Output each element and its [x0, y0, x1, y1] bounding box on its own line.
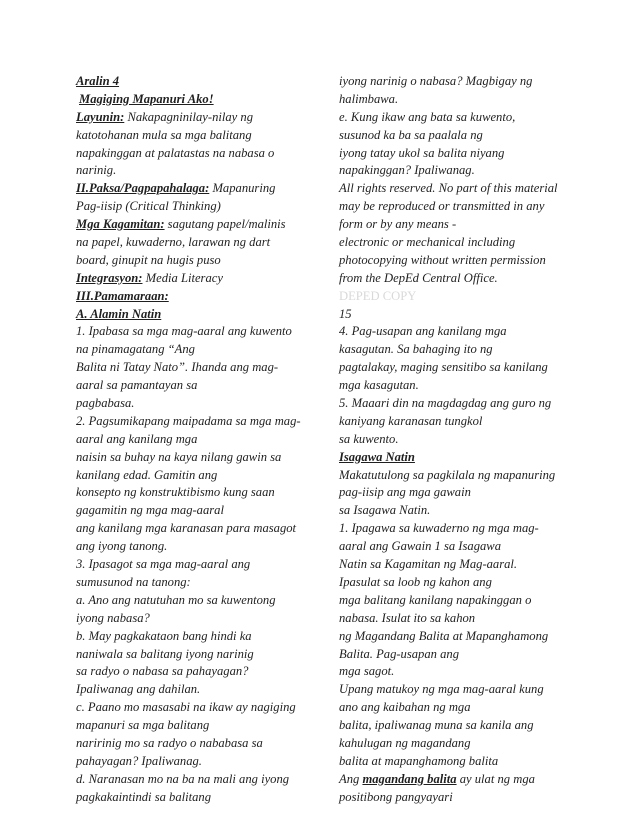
- left-column: [76, 73, 312, 807]
- body-line: ng Magandang Balita at Mapanghamong: [339, 628, 549, 643]
- body-line: 2. Pagsumikapang maipadama sa mga mag-: [76, 413, 301, 428]
- materials-line-3: board, ginupit na hugis puso: [76, 252, 221, 267]
- body-line: Ipaliwanag ang dahilan.: [76, 682, 201, 697]
- topic-line: [76, 180, 312, 198]
- integration-label: Integrasyon:: [76, 270, 143, 285]
- body-line: konsepto ng konstruktibismo kung saan: [76, 485, 275, 500]
- body-line: susunod ka ba sa paalala ng: [339, 127, 483, 142]
- definition-term: magandang balita: [362, 771, 457, 786]
- body-line: pahayagan? Ipaliwanag.: [76, 753, 202, 768]
- materials-text: sagutang papel/malinis: [164, 217, 286, 232]
- body-line: iyong tatay ukol sa balita niyang: [339, 145, 505, 160]
- topic-line-2: Pag-iisip (Critical Thinking): [76, 199, 221, 214]
- body-line: Natin sa Kagamitan ng Mag-aaral.: [339, 557, 518, 572]
- definition-suffix: ay ulat ng mga: [456, 771, 535, 786]
- objective-text: Nakapagninilay-nilay ng: [124, 109, 254, 124]
- objective-line-2: katotohanan mula sa mga balitang: [76, 127, 252, 142]
- definition-line: [339, 771, 587, 789]
- integration-line: [76, 270, 312, 288]
- body-line: gagamitin ng mga mag-aaral: [76, 503, 224, 518]
- topic-text: Mapanuring: [209, 181, 276, 196]
- objective-label: Layunin:: [76, 109, 125, 124]
- lesson-title: Magiging Mapanuri Ako!: [79, 91, 214, 106]
- body-line: pagbabasa.: [76, 396, 135, 411]
- body-line: sumusunod na tanong:: [76, 574, 191, 589]
- body-line: ang iyong tanong.: [76, 539, 168, 554]
- body-line: aaral ang Gawain 1 sa Isagawa: [339, 539, 501, 554]
- objective-line-3: napakinggan at palatastas na nabasa o: [76, 145, 275, 160]
- body-line: ano ang kaibahan ng mga: [339, 700, 471, 715]
- body-line: kasagutan. Sa bahaging ito ng: [339, 342, 493, 357]
- copyright-line: from the DepEd Central Office.: [339, 270, 498, 285]
- integration-text: Media Literacy: [142, 270, 223, 285]
- body-line: d. Naranasan mo na ba na mali ang iyong: [76, 771, 290, 786]
- isagawa-heading: Isagawa Natin: [339, 449, 415, 464]
- objective-line: [76, 109, 312, 127]
- body-line: mapanuri sa mga balitang: [76, 718, 210, 733]
- definition-prefix: Ang: [339, 771, 363, 786]
- body-line: Balita ni Tatay Nato”. Ihanda ang mag-: [76, 360, 279, 375]
- body-line: b. May pagkakataon bang hindi ka: [76, 628, 252, 643]
- materials-line: [76, 216, 312, 234]
- materials-label: Mga Kagamitan:: [76, 217, 165, 232]
- body-line: pagkakaintindi sa balitang: [76, 789, 212, 804]
- right-column: [339, 73, 587, 807]
- body-line: sa Isagawa Natin.: [339, 503, 431, 518]
- body-line: sa radyo o nabasa sa pahayagan?: [76, 664, 249, 679]
- body-line: balita at mapanghamong balita: [339, 753, 499, 768]
- body-line: ang kanilang mga karanasan para masagot: [76, 521, 297, 536]
- body-line: balita, ipaliwanag muna sa kanila ang: [339, 718, 534, 733]
- body-line: e. Kung ikaw ang bata sa kuwento,: [339, 109, 516, 124]
- body-line: 1. Ipagawa sa kuwaderno ng mga mag-: [339, 521, 539, 536]
- body-line: 4. Pag-usapan ang kanilang mga: [339, 324, 507, 339]
- body-line: iyong nabasa?: [76, 610, 150, 625]
- body-line: pag-iisip ang mga gawain: [339, 485, 471, 500]
- copyright-line: All rights reserved. No part of this material: [339, 181, 558, 196]
- body-line: aaral ang kanilang mga: [76, 431, 198, 446]
- objective-line-4: narinig.: [76, 163, 117, 178]
- body-line: iyong narinig o nabasa? Magbigay ng: [339, 74, 533, 88]
- body-line: aaral sa pamantayan sa: [76, 378, 198, 393]
- body-line: naisin sa buhay na kaya nilang gawin sa: [76, 449, 282, 464]
- watermark-text: DEPED COPY: [339, 288, 417, 303]
- body-line: positibong pangyayari: [339, 789, 453, 804]
- body-line: pagtalakay, maging sensitibo sa kanilang: [339, 360, 548, 375]
- body-line: naririnig mo sa radyo o nababasa sa: [76, 735, 263, 750]
- body-line: na pinamagatang “Ang: [76, 342, 195, 357]
- body-line: mga sagot.: [339, 664, 395, 679]
- lesson-number: Aralin 4: [76, 74, 120, 88]
- body-line: halimbawa.: [339, 91, 399, 106]
- body-line: sa kuwento.: [339, 431, 399, 446]
- copyright-line: electronic or mechanical including: [339, 235, 516, 250]
- body-line: mga balitang kanilang napakinggan o: [339, 592, 532, 607]
- copyright-line: photocopying without written permission: [339, 252, 546, 267]
- body-line: 3. Ipasagot sa mga mag-aaral ang: [76, 557, 251, 572]
- body-line: mga kasagutan.: [339, 378, 419, 393]
- alamin-heading: A. Alamin Natin: [76, 306, 162, 321]
- body-line: Makatutulong sa pagkilala ng mapanuring: [339, 467, 556, 482]
- body-line: kahulugan ng magandang: [339, 735, 471, 750]
- body-line: Balita. Pag-usapan ang: [339, 646, 459, 661]
- body-line: Upang matukoy ng mga mag-aaral kung: [339, 682, 544, 697]
- topic-label: II.Paksa/Pagpapahalaga:: [76, 181, 210, 196]
- copyright-line: form or by any means -: [339, 217, 457, 232]
- body-line: a. Ano ang natutuhan mo sa kuwentong: [76, 592, 276, 607]
- body-line: kanilang edad. Gamitin ang: [76, 467, 218, 482]
- procedure-heading: III.Pamamaraan:: [76, 288, 169, 303]
- body-line: c. Paano mo masasabi na ikaw ay nagiging: [76, 700, 296, 715]
- page-number: 15: [339, 306, 352, 321]
- body-line: Ipasulat sa loob ng kahon ang: [339, 574, 492, 589]
- body-line: 5. Maaari din na magdagdag ang guro ng: [339, 396, 552, 411]
- body-line: naniwala sa balitang iyong narinig: [76, 646, 254, 661]
- body-line: kaniyang karanasan tungkol: [339, 413, 483, 428]
- body-line: napakinggan? Ipaliwanag.: [339, 163, 475, 178]
- body-line: nabasa. Isulat ito sa kahon: [339, 610, 476, 625]
- materials-line-2: na papel, kuwaderno, larawan ng dart: [76, 235, 271, 250]
- copyright-line: may be reproduced or transmitted in any: [339, 199, 545, 214]
- body-line: 1. Ipabasa sa mga mag-aaral ang kuwento: [76, 324, 292, 339]
